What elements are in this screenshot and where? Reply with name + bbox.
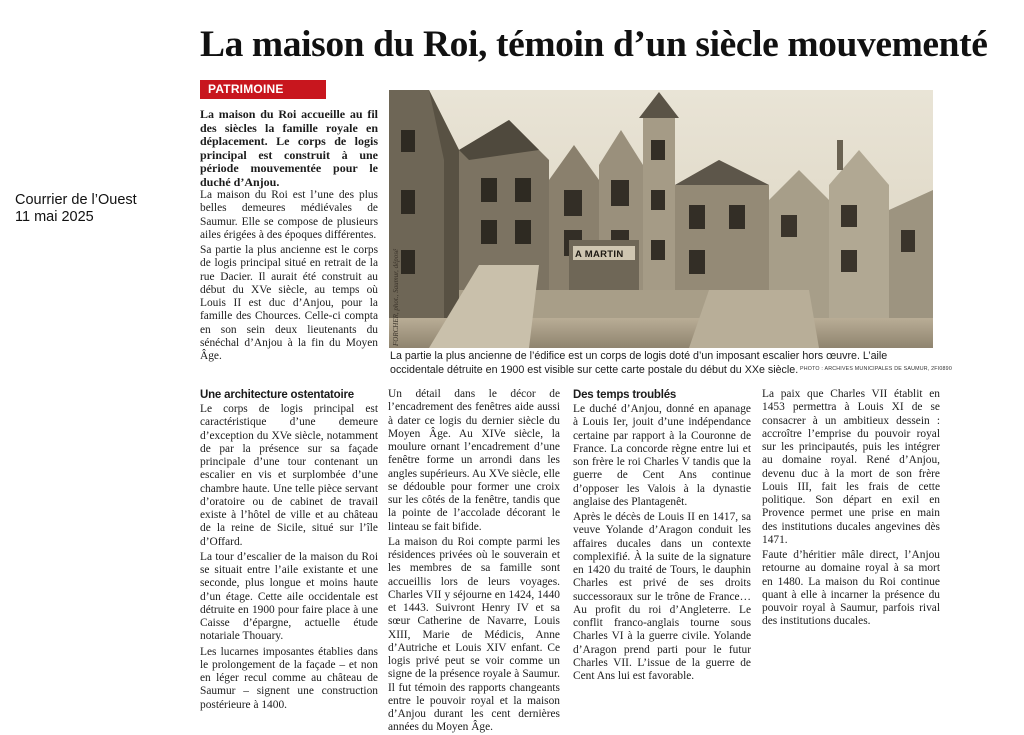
paragraph: La maison du Roi compte parmi les résidences privées où le souverain et les membres de sa famille sont accueillis lors de leurs voyages. Charles VII y séjourne en 1424, 1440 et 1443. Suivront Henry IV et sa sœur Catherine de Navarre, Louis XIII, Marie de Médicis, Anne d’Autriche et Louis XIV enfant. Ce logis privé peut se voir comme un signe de la présence royale à Saumur. Il fut témoin des rapports changeants entre le pouvoir royal et la maison d’Anjou durant les cent dernières années du Moyen Âge. xyxy=(388,535,560,734)
building-illustration xyxy=(389,90,933,348)
section-rubric: PATRIMOINE xyxy=(200,80,326,99)
column-4 xyxy=(762,388,940,698)
article-headline: La maison du Roi, témoin d’un siècle mouvementé xyxy=(200,24,988,65)
paragraph: La paix que Charles VII établit en 1453 permettra à Louis XI de se consacrer à un ambitieux dessein : accroître l’emprise du pouvoir royal sur les principautés, puis les intégrer au domaine royal. René d’Anjou, devenu duc à la mort de son frère Louis III, fait les frais de cette politique. Son départ en exil en Provence permet une prise en main des institutions ducales angevines dès 1471. xyxy=(762,388,940,546)
photo-caption: La partie la plus ancienne de l’édifice est un corps de logis doté d’un imposant escalier hors œuvre. L’aile occidentale détruite en 1900 est visible sur cette carte postale du début du XXe siècle. xyxy=(390,350,888,376)
paragraph: Faute d’héritier mâle direct, l’Anjou retourne au domaine royal à sa mort en 1480. La maison du Roi continue quant à elle à incarner la présence du pouvoir royal à Saumur, parfois rival des institutions ducales. xyxy=(762,549,940,628)
column-2 xyxy=(388,388,560,734)
intro-text: La maison du Roi accueille au fil des siècles la famille royale en déplacement. Le corps de logis principal est construit à une période mouvementée pour le duché d’Anjou. xyxy=(200,107,378,189)
column-3 xyxy=(573,388,751,698)
shop-sign-text: A MARTIN xyxy=(575,249,624,260)
article-intro xyxy=(200,108,378,190)
source-note xyxy=(15,192,165,226)
paragraph: Sa partie la plus ancienne est le corps de logis principal situé en retrait de la rue Dacier. Il aurait été construit au début du XVe siècle, au temps où Louis II est duc d’Anjou, pour la famille des Chources. Celle-ci compta en son sein deux lieutenants du sénéchal d’Anjou à la fin du Moyen Âge. xyxy=(200,244,378,362)
paragraph: Un détail dans le décor de l’encadrement des fenêtres aide aussi à dater ce logis du dernier siècle du Moyen Âge. Au XIVe siècle, la moulure ornant l’encadrement d’une fenêtre forme un arrondi dans les angles supérieurs. Au XVe siècle, elle se dédouble pour former une croix sur les côtés de la fenêtre, tandis que la pointe de l’accolade décorant le linteau se fait bifide. xyxy=(388,388,560,533)
publication-name: Courrier de l’Ouest xyxy=(15,192,137,208)
column-1-bottom xyxy=(200,388,378,711)
paragraph: Les lucarnes imposantes établies dans le prolongement de la façade – et non en léger recul comme au château de Saumur – signent une construction postérieure à 1400. xyxy=(200,645,378,711)
photographer-stamp: FORCHER, phot., Saumur, déposé xyxy=(392,248,400,346)
subheading-architecture: Une architecture ostentatoire xyxy=(200,389,354,401)
paragraph: Le duché d’Anjou, donné en apanage à Louis Ier, jouit d’une indépendance certaine par rapport à la Couronne de France. La concorde règne entre lui et son frère le roi Charles V tandis que la guerre de Cent Ans continue d’opposer les Valois à la dynastie anglaise des Plantagenêt. xyxy=(573,403,751,508)
archive-photo xyxy=(389,90,933,348)
subheading-troubled-times: Des temps troublés xyxy=(573,389,677,401)
paragraph: La maison du Roi est l’une des plus belles demeures médiévales de Saumur. Elle se compose de plusieurs ailes érigées à des époques différentes. xyxy=(200,189,378,241)
column-1-top xyxy=(200,189,378,367)
paragraph: Après le décès de Louis II en 1417, sa veuve Yolande d’Aragon conduit les affaires ducales dans un contexte complexifié. À la suite de la signature en 1420 du traité de Tours, le dauphin Charles est privé de ses droits successoraux sur le trône de France… Au profit du roi d’Angleterre. Le conflit franco-anglais tourne sous Charles VI à la guerre civile. Yolande d’Aragon prend parti pour le futur Charles VII. L’issue de la guerre de Cent Ans lui est favorable. xyxy=(573,511,751,682)
photo-credit: PHOTO : ARCHIVES MUNICIPALES DE SAUMUR, 2FI0890 xyxy=(800,366,952,372)
publication-date: 11 mai 2025 xyxy=(15,209,94,225)
paragraph: Le corps de logis principal est caractéristique d’une demeure d’exception du XVe siècle, notamment de par la présence sur sa façade principale d’une tour contenant un escalier en vis et surplombée d’une chambre haute. Une telle pièce servant d’oratoire ou de cabinet de travail existe à l’hôtel de ville et au château de la reine de Sicile, situé sur l’île d’Offard. xyxy=(200,403,378,548)
paragraph: La tour d’escalier de la maison du Roi se situait entre l’aile existante et une seconde, plus longue et moins haute d’un étage. Cette aile occidentale est détruite en 1900 pour faire place à une Caisse d’épargne, actuelle étude notariale Thouary. xyxy=(200,550,378,643)
